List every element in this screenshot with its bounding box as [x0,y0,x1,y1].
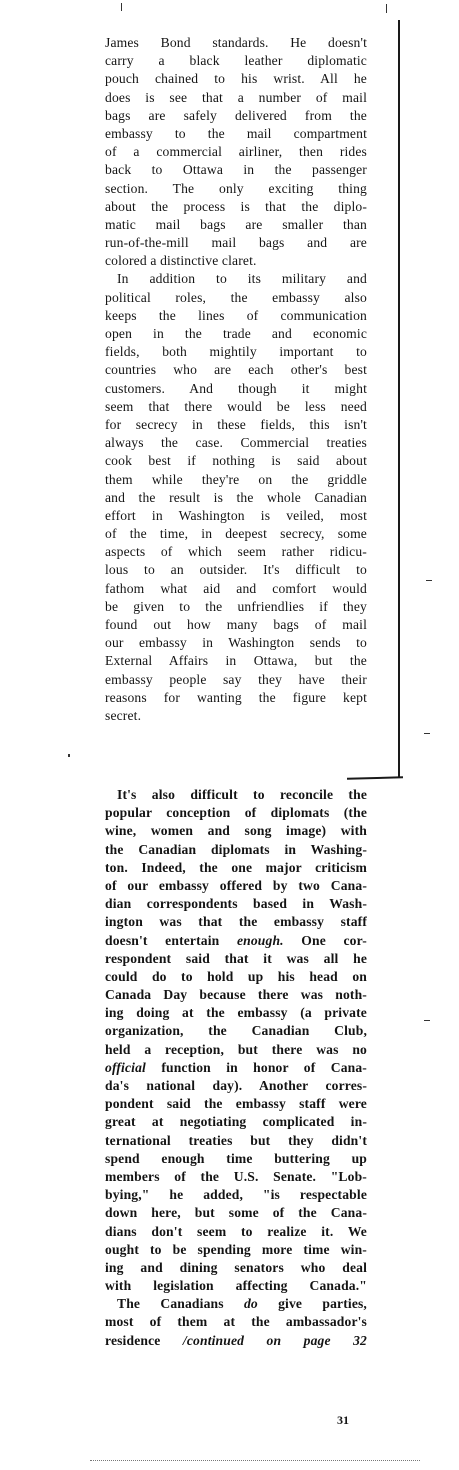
text-line: back to Ottawa in the passenger [105,162,367,178]
text-line: of the time, in deepest secrecy, some [105,526,367,542]
text-line: dians don't seem to realize it. We [105,1223,367,1239]
scan-speck [386,4,387,13]
text-line: colored a distinctive claret. [105,253,257,269]
text-line: ington was that the embassy staff [105,914,367,930]
emphasis-text: do [243,1296,258,1312]
text-line: ternational treaties but they didn't [105,1132,367,1148]
text-line: seem that there would be less need [105,398,367,414]
text-run: residence [105,1332,161,1348]
text-line: wine, women and song image) with [105,823,367,839]
text-line: the Canadian diplomats in Washing- [105,841,367,857]
text-run: The Canadians [117,1296,224,1312]
text-line: cook best if nothing is said about [105,453,367,469]
scan-speck [426,580,432,581]
page-bottom-edge [90,1460,420,1461]
text-line: down here, but some of the Cana- [105,1205,367,1221]
text-line: effort in Washington is veiled, most [105,507,367,523]
text-line: members of the U.S. Senate. "Lob- [105,1168,367,1184]
text-line: secret. [105,707,142,723]
text-line: fields, both mightily important to [105,344,367,360]
text-line [105,1295,367,1313]
continued-on-page-link[interactable]: /continued on page 32 [182,1332,367,1348]
text-line: always the case. Commercial treaties [105,435,367,451]
text-line [105,1332,367,1350]
text-line: about the process is that the diplo- [105,198,367,214]
scan-speck [121,3,122,11]
text-line: External Affairs in Ottawa, but the [105,653,367,669]
text-line: It's also difficult to reconcile the [117,787,367,802]
text-line: customers. And though it might [105,380,367,396]
text-line: countries who are each other's best [105,362,367,378]
text-line: with legislation affecting Canada." [105,1278,367,1294]
text-line: bags are safely delivered from the [105,107,367,123]
text-line: of a commercial airliner, then rides [105,144,367,160]
text-line: be given to the unfriendlies if they [105,598,367,614]
text-line: could do to hold up his head on [105,968,367,984]
scan-speck [424,733,430,734]
text-run: function in honor of Cana- [161,1059,367,1075]
text-line: spend enough time buttering up [105,1150,367,1166]
text-line: most of them at the ambassador's [105,1314,367,1330]
page-number: 31 [337,1413,349,1427]
text-line: open in the trade and economic [105,326,367,341]
column-rule-horizontal [347,776,403,779]
text-line: aspects of which seem rather ridicu- [105,544,367,560]
text-line: and the result is the whole Canadian [105,489,367,505]
text-line: ton. Indeed, the one major criticism [105,859,367,875]
text-line: held a reception, but there was no [105,1041,367,1057]
text-line: embassy people say they have their [105,671,367,687]
text-line: reasons for wanting the figure kept [105,689,367,705]
text-line: Canada Day because there was noth- [105,987,367,1003]
scan-speck [68,754,70,757]
text-line: In addition to its military and [117,271,367,287]
text-line: da's national day). Another corres- [105,1078,367,1093]
text-line: ing and dining senators who deal [105,1259,367,1275]
text-line: them while they're on the griddle [105,471,367,487]
text-line: respondent said that it was all he [105,950,367,966]
text-line: dian correspondents based in Wash- [105,896,367,912]
text-line: of our embassy offered by two Cana- [105,877,367,893]
column-rule-vertical [398,20,400,778]
text-line: organization, the Canadian Club, [105,1023,367,1039]
text-line: keeps the lines of communication [105,307,367,323]
text-line: pondent said the embassy staff were [105,1096,367,1112]
text-line [105,932,367,950]
text-run: give parties, [278,1296,367,1312]
text-line: for secrecy in these fields, this isn't [105,416,367,432]
text-line: found out how many bags of mail [105,617,367,632]
text-line: run-of-the-mill mail bags and are [105,235,367,251]
text-line: great at negotiating complicated in- [105,1114,367,1130]
emphasis-text: enough. [236,932,284,948]
text-line: carry a black leather diplomatic [105,53,367,69]
text-line: James Bond standards. He doesn't [105,35,367,50]
text-line [105,1059,367,1077]
text-line: pouch chained to his wrist. All he [105,71,367,87]
text-line: popular conception of diplomats (the [105,805,367,821]
text-line: matic mail bags are smaller than [105,216,367,232]
text-line: ought to be spending more time win- [105,1241,367,1257]
emphasis-text: official [105,1059,146,1075]
text-run: doesn't entertain [105,932,220,948]
text-line: lous to an outsider. It's difficult to [105,562,367,578]
text-line: our embassy in Washington sends to [105,635,367,651]
text-line: does is see that a number of mail [105,89,367,105]
text-line: section. The only exciting thing [105,180,367,196]
text-line: ing doing at the embassy (a private [105,1005,367,1021]
article-text-top [105,34,367,725]
article-text-bottom [105,786,367,1350]
text-run: One cor- [301,932,367,948]
text-line: political roles, the embassy also [105,289,367,305]
text-line: fathom what aid and comfort would [105,580,367,596]
scan-speck [424,1020,430,1021]
text-line: bying," he added, "is respectable [105,1187,367,1203]
text-line: embassy to the mail compartment [105,125,367,141]
